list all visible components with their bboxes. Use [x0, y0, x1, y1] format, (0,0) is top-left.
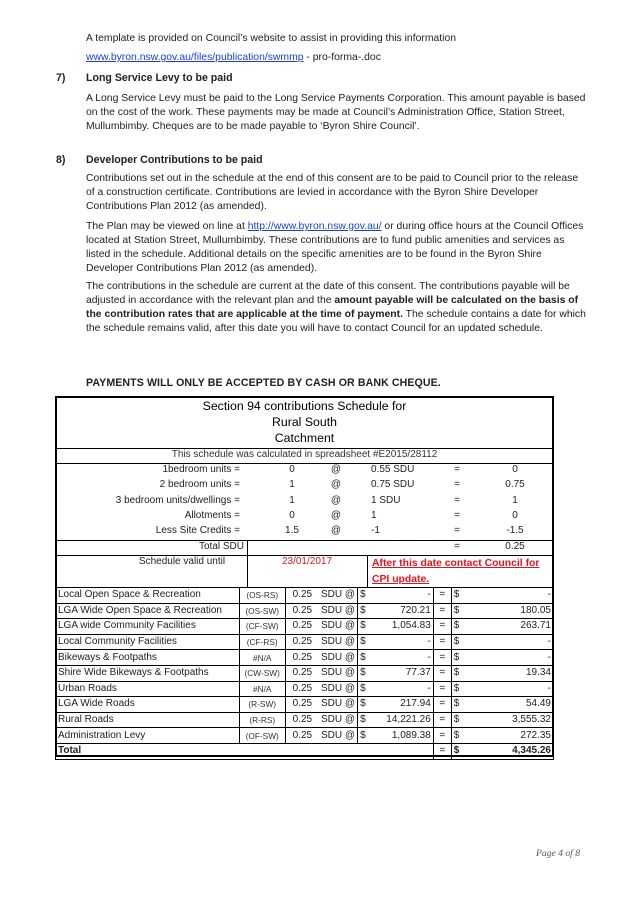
contribution-row: [56, 634, 554, 650]
calc-row-eq: =: [454, 494, 460, 506]
contribution-sdu: 0.25: [285, 634, 319, 650]
contribution-row: [56, 588, 554, 604]
contribution-eq: =: [433, 619, 451, 635]
contribution-amount: 19.34: [463, 665, 553, 681]
contribution-eq: =: [433, 697, 451, 713]
total-eq: =: [433, 743, 451, 759]
divider: [367, 555, 368, 587]
template-line: [86, 51, 586, 65]
calc-row-at: @: [330, 509, 342, 521]
calc-row-qty: 1: [289, 494, 295, 506]
section-8-para-2: [86, 220, 586, 276]
contribution-eq: =: [433, 712, 451, 728]
contribution-name: Local Open Space & Recreation: [56, 588, 240, 604]
contribution-cur: $: [358, 588, 370, 604]
calc-row-qty: 0: [289, 464, 295, 475]
contribution-unit: SDU @: [319, 650, 358, 666]
contribution-rate: 217.94: [370, 697, 434, 713]
contribution-rate: -: [370, 681, 434, 697]
calc-row-rate: -1: [371, 525, 380, 537]
contribution-unit: SDU @: [319, 588, 358, 604]
contribution-unit: SDU @: [319, 697, 358, 713]
contribution-cur: $: [358, 697, 370, 713]
contribution-sdu: 0.25: [285, 712, 319, 728]
contribution-cur2: $: [451, 712, 463, 728]
contribution-unit: SDU @: [319, 712, 358, 728]
contributions-table: [55, 587, 554, 760]
calc-row-eq: =: [454, 525, 460, 537]
contribution-rate: 720.21: [370, 603, 434, 619]
calc-row-result: 0.75: [505, 479, 525, 491]
contribution-row: [56, 650, 554, 666]
contribution-amount: -: [463, 681, 553, 697]
section-7-heading: Long Service Levy to be paid: [86, 72, 233, 84]
contribution-unit: SDU @: [319, 728, 358, 744]
contribution-amount: 3,555.32: [463, 712, 553, 728]
calc-row-label: Less Site Credits =: [155, 525, 240, 537]
contribution-cur: $: [358, 681, 370, 697]
contribution-row: [56, 619, 554, 635]
contribution-name: Local Community Facilities: [56, 634, 240, 650]
contribution-code: #N/A: [239, 650, 285, 666]
calc-row-qty: 1: [289, 479, 295, 491]
contribution-sdu: 0.25: [285, 650, 319, 666]
contribution-code: (R-RS): [239, 712, 285, 728]
contribution-cur: $: [358, 619, 370, 635]
contribution-sdu: 0.25: [285, 665, 319, 681]
calc-row-rate: 1: [371, 509, 377, 521]
calc-row-at: @: [330, 479, 342, 491]
para-3-pre: The contributions in the schedule are current at the date of this consent. The contributions payable will be adjusted in accordance with the relevant plan and the: [86, 281, 570, 306]
contribution-cur: $: [358, 728, 370, 744]
schedule-title-line-2: Rural South: [272, 415, 337, 429]
template-text: A template is provided on Council’s website to assist in providing this information: [86, 33, 457, 44]
contribution-row: [56, 697, 554, 713]
contribution-sdu: 0.25: [285, 588, 319, 604]
calc-row-qty: 0: [289, 509, 295, 521]
contribution-eq: =: [433, 650, 451, 666]
total-currency: $: [451, 743, 463, 759]
contribution-row: [56, 712, 554, 728]
calc-row-label: 1bedroom units =: [162, 464, 240, 475]
contribution-amount: 180.05: [463, 603, 553, 619]
calc-row-label: Allotments =: [184, 509, 240, 521]
contribution-sdu: 0.25: [285, 603, 319, 619]
contribution-amount: -: [463, 634, 553, 650]
calc-row-qty: 1.5: [285, 525, 299, 537]
contribution-row: [56, 681, 554, 697]
valid-warning-line-2: CPI update.: [372, 574, 430, 585]
contribution-rate: 1,089.38: [370, 728, 434, 744]
contribution-unit: SDU @: [319, 681, 358, 697]
contribution-cur2: $: [451, 634, 463, 650]
calc-row-at: @: [330, 525, 342, 537]
calc-row-at: @: [330, 464, 342, 475]
section-8-heading: Developer Contributions to be paid: [86, 154, 263, 166]
total-sdu-eq: =: [454, 541, 460, 552]
contribution-unit: SDU @: [319, 603, 358, 619]
contribution-eq: =: [433, 603, 451, 619]
contribution-code: (CF-SW): [239, 619, 285, 635]
calc-row-eq: =: [454, 464, 460, 475]
contribution-sdu: 0.25: [285, 697, 319, 713]
total-sdu-value: 0.25: [505, 541, 525, 552]
contribution-cur2: $: [451, 650, 463, 666]
contribution-amount: 263.71: [463, 619, 553, 635]
contribution-eq: =: [433, 665, 451, 681]
contribution-rate: -: [370, 634, 434, 650]
section-8-para-1: Contributions set out in the schedule at the end of this consent are to be paid to Council prior to the release of a construction certificate. Contributions are levied in accordance with the Byron Shire Developer Contributions Plan 2012 (as amended).: [86, 173, 579, 212]
contribution-row: [56, 603, 554, 619]
contribution-eq: =: [433, 681, 451, 697]
template-suffix: - pro-forma-.doc: [303, 52, 381, 63]
contribution-cur2: $: [451, 619, 463, 635]
contribution-amount: 54.49: [463, 697, 553, 713]
contribution-code: (OS-RS): [239, 588, 285, 604]
contribution-unit: SDU @: [319, 619, 358, 635]
contribution-code: #N/A: [239, 681, 285, 697]
template-link[interactable]: www.byron.nsw.gov.au/files/publication/swmmp: [86, 52, 304, 63]
calc-row-eq: =: [454, 509, 460, 521]
contribution-cur2: $: [451, 728, 463, 744]
contribution-amount: 272.35: [463, 728, 553, 744]
contribution-name: Shire Wide Bikeways & Footpaths: [56, 665, 240, 681]
para-2-pre: The Plan may be viewed on line at: [86, 221, 248, 232]
calc-row-label: 2 bedroom units =: [159, 479, 240, 491]
contribution-cur2: $: [451, 588, 463, 604]
valid-until-label: Schedule valid until: [138, 556, 226, 567]
calc-row-at: @: [330, 494, 342, 506]
contribution-code: (R-SW): [239, 697, 285, 713]
calc-row-result: 0: [512, 509, 518, 521]
contribution-rate: -: [370, 650, 434, 666]
contribution-amount: -: [463, 650, 553, 666]
section-8-number: 8): [56, 154, 66, 166]
valid-until-date: 23/01/2017: [281, 556, 333, 567]
contribution-name: Administration Levy: [56, 728, 240, 744]
contribution-cur: $: [358, 603, 370, 619]
contribution-amount: -: [463, 588, 553, 604]
contribution-sdu: 0.25: [285, 619, 319, 635]
divider: [247, 540, 248, 555]
contribution-cur2: $: [451, 665, 463, 681]
contribution-eq: =: [433, 728, 451, 744]
contribution-code: (OS-SW): [239, 603, 285, 619]
para-3-bold: amount payable will be calculated on the basis of the contribution rates that are applicable at the time of payment.: [86, 295, 579, 320]
contribution-sdu: 0.25: [285, 681, 319, 697]
section-8-para-3: [86, 280, 586, 336]
para-2-post: or during office hours at the Council Offices located at Station Street, Mullumbimby. These contributions are to fund public amenities and services as listed in the schedule. Additional details on the specific amenities are to be found in the Byron Shire Developer Contributions Plan 2012 (as amended).: [86, 221, 584, 274]
calc-row-label: 3 bedroom units/dwellings =: [115, 494, 240, 506]
contribution-rate: -: [370, 588, 434, 604]
contribution-rate: 14,221.26: [370, 712, 434, 728]
contribution-eq: =: [433, 588, 451, 604]
contribution-unit: SDU @: [319, 665, 358, 681]
calc-row-result: 1: [512, 494, 518, 506]
contribution-name: Bikeways & Footpaths: [56, 650, 240, 666]
section-7-number: 7): [56, 72, 66, 84]
contribution-rate: 77.37: [370, 665, 434, 681]
total-label: Total: [56, 743, 434, 759]
contribution-cur2: $: [451, 697, 463, 713]
contribution-cur: $: [358, 634, 370, 650]
calc-row-result: -1.5: [506, 525, 524, 537]
calc-row-eq: =: [454, 479, 460, 491]
plan-link[interactable]: http://www.byron.nsw.gov.au/: [247, 221, 382, 232]
contribution-cur: $: [358, 650, 370, 666]
contribution-eq: =: [433, 634, 451, 650]
contribution-row: [56, 728, 554, 744]
total-amount: 4,345.26: [463, 743, 553, 759]
section-7-body: A Long Service Levy must be paid to the Long Service Payments Corporation. This amount payable is based on the cost of the work. These payments may be made at Council’s Administration Office, Station Street, Mullumbimby. Cheques are to be made payable to ‘Byron Shire Council’.: [86, 93, 586, 132]
contribution-code: (CF-RS): [239, 634, 285, 650]
contribution-name: LGA Wide Roads: [56, 697, 240, 713]
contribution-name: LGA wide Community Facilities: [56, 619, 240, 635]
calc-note: This schedule was calculated in spreadsheet #E2015/28112: [171, 449, 438, 460]
contribution-name: LGA Wide Open Space & Recreation: [56, 603, 240, 619]
calc-row-rate: 0.55 SDU: [371, 464, 415, 475]
calc-row-rate: 1 SDU: [371, 494, 401, 506]
contribution-sdu: 0.25: [285, 728, 319, 744]
contribution-name: Rural Roads: [56, 712, 240, 728]
contribution-name: Urban Roads: [56, 681, 240, 697]
schedule-title-line-1: Section 94 contributions Schedule for: [202, 399, 407, 413]
calc-row-rate: 0.75 SDU: [371, 479, 415, 491]
contribution-cur2: $: [451, 681, 463, 697]
contribution-code: (OF-SW): [239, 728, 285, 744]
divider: [247, 555, 248, 587]
page-number: Page 4 of 8: [536, 848, 580, 859]
calc-row-result: 0: [512, 464, 518, 475]
total-row: [56, 743, 554, 759]
contribution-cur: $: [358, 712, 370, 728]
contribution-unit: SDU @: [319, 634, 358, 650]
para-3-post: The schedule contains a date for which the schedule remains valid, after this date you will have to contact Council for an updated schedule.: [86, 309, 586, 334]
contribution-code: (CW-SW): [239, 665, 285, 681]
contribution-cur2: $: [451, 603, 463, 619]
payments-notice: PAYMENTS WILL ONLY BE ACCEPTED BY CASH OR BANK CHEQUE.: [86, 377, 441, 389]
total-sdu-label: Total SDU: [198, 541, 244, 552]
schedule-title-line-3: Catchment: [274, 431, 335, 445]
contribution-row: [56, 665, 554, 681]
contribution-cur: $: [358, 665, 370, 681]
valid-warning-line-1: After this date contact Council for: [372, 558, 540, 569]
contribution-rate: 1,054.83: [370, 619, 434, 635]
